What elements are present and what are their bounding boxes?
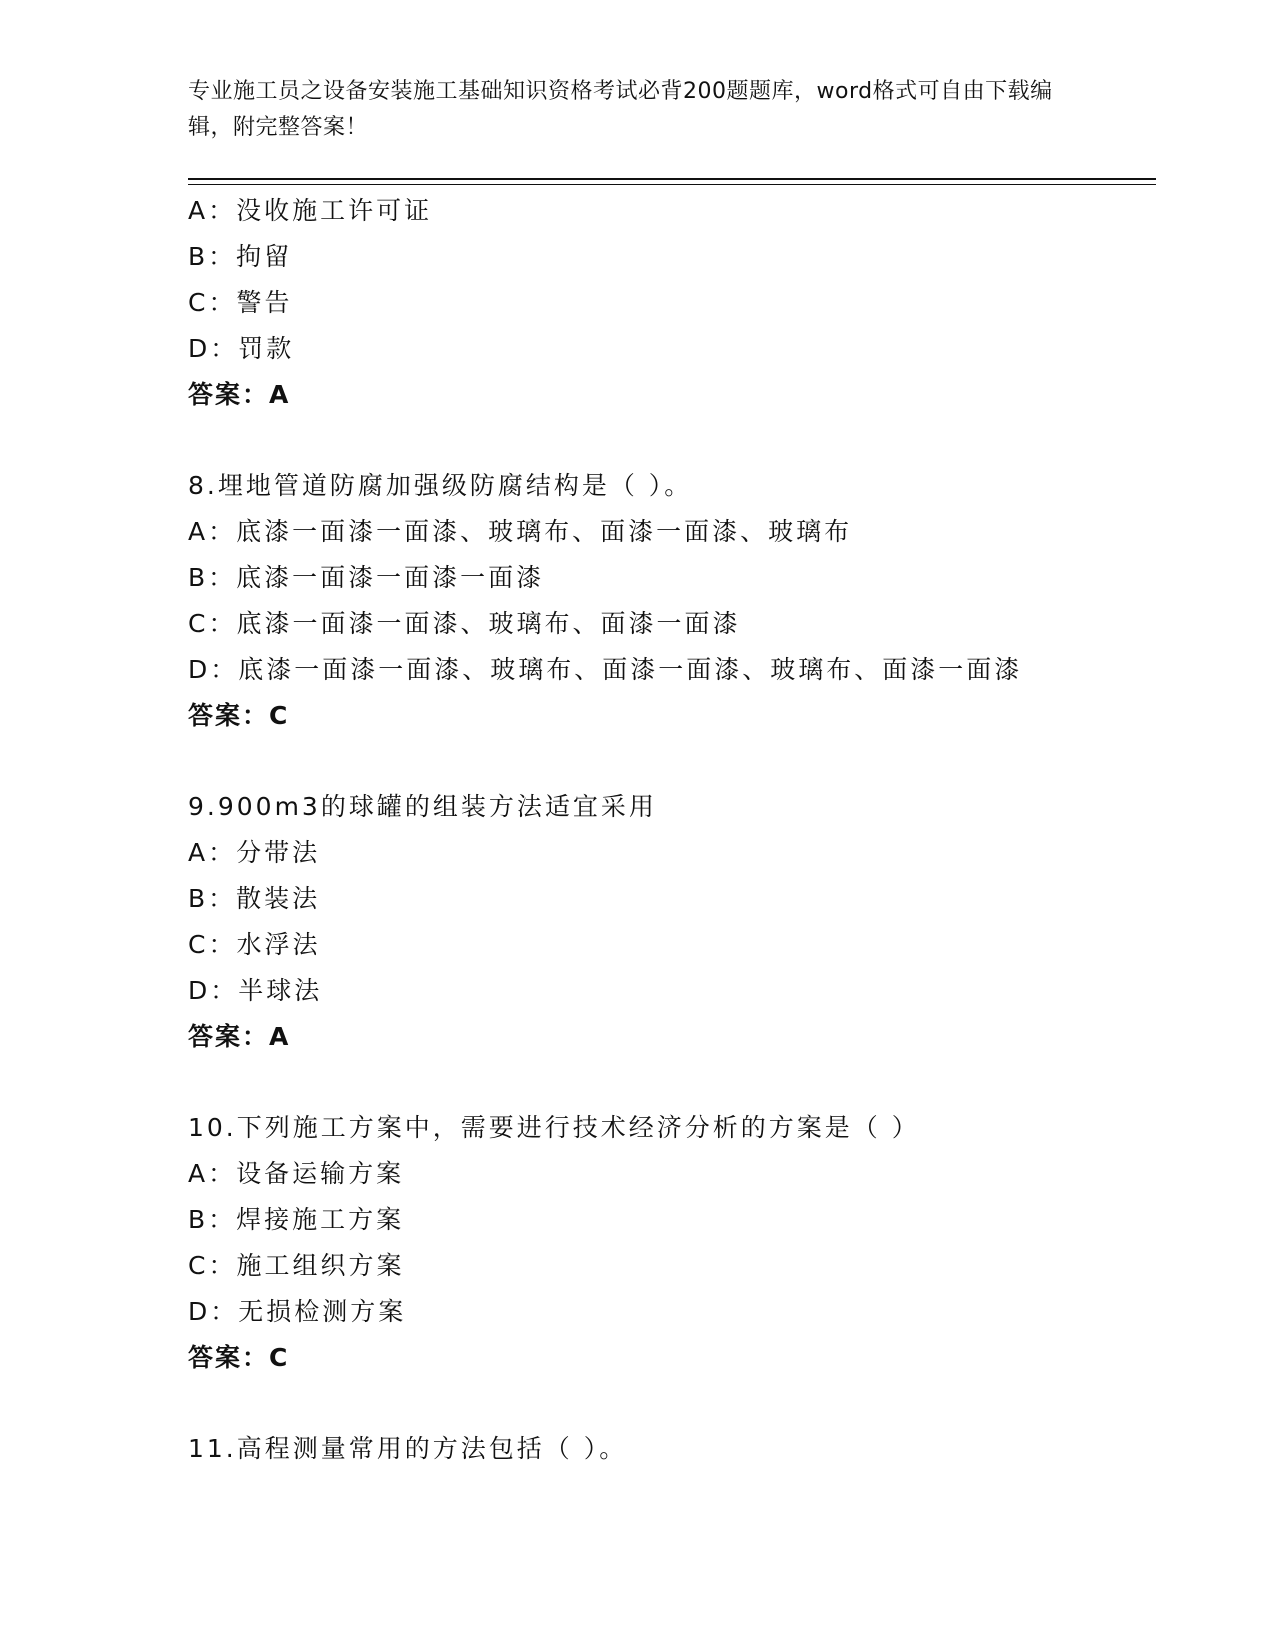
- option-c: C：水浮法: [188, 930, 321, 959]
- option-a: A：分带法: [188, 838, 321, 867]
- question-8: 8.埋地管道防腐加强级防腐结构是（ ）。: [188, 471, 693, 500]
- option-a: A：设备运输方案: [188, 1159, 405, 1188]
- option-b: B：底漆一面漆一面漆一面漆: [188, 563, 545, 592]
- option-d: D：罚款: [188, 334, 295, 363]
- option-a: A：底漆一面漆一面漆、玻璃布、面漆一面漆、玻璃布: [188, 517, 853, 546]
- header-rule-thick: [188, 178, 1156, 180]
- option-d: D：半球法: [188, 976, 323, 1005]
- question-10: 10.下列施工方案中，需要进行技术经济分析的方案是（ ）: [188, 1113, 920, 1142]
- option-c: C：警告: [188, 288, 293, 317]
- option-d: D：无损检测方案: [188, 1297, 407, 1326]
- question-9: 9.900m3的球罐的组装方法适宜采用: [188, 792, 657, 821]
- option-b: B：拘留: [188, 242, 293, 271]
- option-c: C：底漆一面漆一面漆、玻璃布、面漆一面漆: [188, 609, 741, 638]
- header-title: 专业施工员之设备安装施工基础知识资格考试必背200题题库，word格式可自由下载编辑，附完整答案！: [188, 79, 1053, 140]
- answer: 答案：C: [188, 1343, 290, 1372]
- header-rule-thin: [188, 184, 1156, 185]
- answer: 答案：C: [188, 701, 290, 730]
- answer: 答案：A: [188, 1022, 291, 1051]
- option-c: C：施工组织方案: [188, 1251, 405, 1280]
- option-b: B：散装法: [188, 884, 321, 913]
- document-header: [188, 74, 1068, 146]
- question-11: 11.高程测量常用的方法包括（ ）。: [188, 1434, 628, 1463]
- option-a: A：没收施工许可证: [188, 196, 433, 225]
- question-list: [188, 188, 1148, 1472]
- option-b: B：焊接施工方案: [188, 1205, 405, 1234]
- option-d: D：底漆一面漆一面漆、玻璃布、面漆一面漆、玻璃布、面漆一面漆: [188, 655, 1023, 684]
- answer: 答案：A: [188, 380, 291, 409]
